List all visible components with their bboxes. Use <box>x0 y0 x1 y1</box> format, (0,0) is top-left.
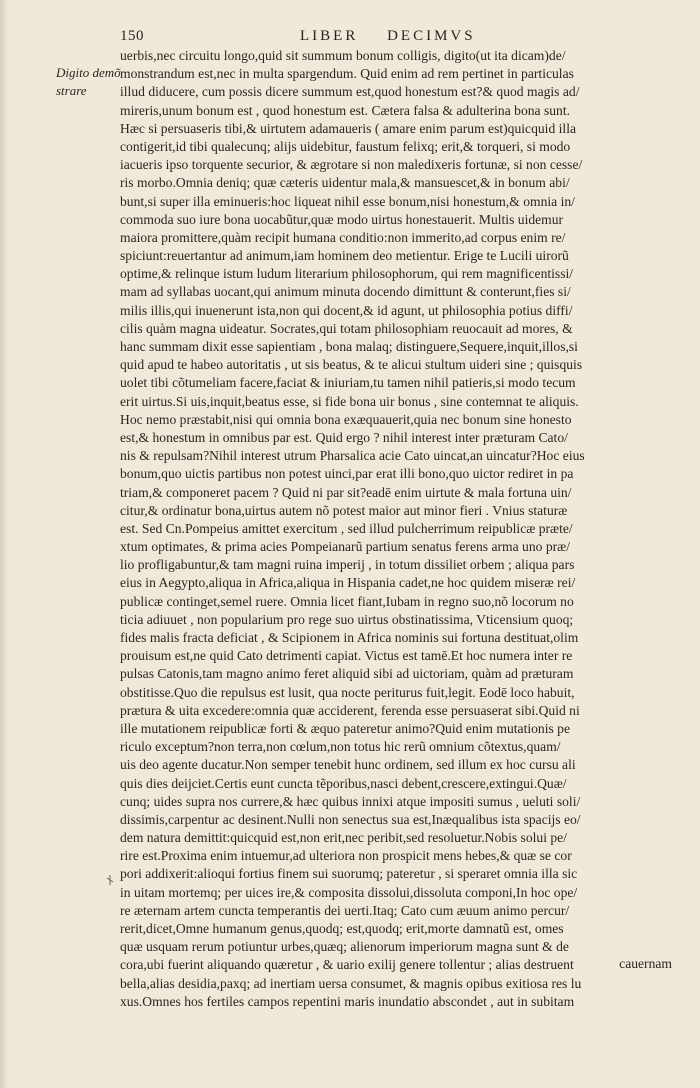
marginal-note-line: strare <box>56 83 87 98</box>
text-line: hanc summam dixit esse sapientiam , bona malaq; distinguere,Sequere,inquit,illos,si <box>120 339 578 354</box>
text-line: monstrandum est,nec in multa spargendum. Quid enim ad rem pertinet in particulas <box>120 66 574 82</box>
text-line: est,& honestum in omnibus par est. Quid ergo ? nihil interest inter præturam Cato/ <box>120 429 568 445</box>
text-line: quis dies deijciet.Certis eunt cuncta tẽporibus,nasci debent,crescere,extingui.Quæ/ <box>120 775 567 791</box>
text-line: est. Sed Cn.Pompeius amittet exercitum , sed illud pulcherrimum reipublicæ præte/ <box>120 520 573 536</box>
text-line: ille mutationem reipublicæ forti & æquo pateretur animo?Quid enim mutationis pe <box>120 720 571 736</box>
text-line: obstitisse.Quo die repulsus est lusit, qua nocte periturus fuit,legit. Eodē loco habuit, <box>120 684 575 700</box>
text-line: quæ usquam rerum potiuntur urbes,quæq; alienorum imperiorum magna sunt & de <box>120 939 569 955</box>
text-line: prouisum est,ne quid Cato detrimenti capiat. Victus est tamē.Et hoc numera inter re <box>120 648 573 664</box>
text-line: uolet tibi cõtumeliam facere,faciat & iniuriam,tu tamen nihil patieris,si modo tecum <box>120 375 576 391</box>
catchword: cauernam <box>619 956 672 971</box>
text-line: bunt,si super illa eminueris:hoc liqueat nihil esse bonum,nisi honestum,& omnia in/ <box>120 193 575 209</box>
text-line: riculo exceptum?non terra,non cœlum,non totus hic rerũ omnium cõtextus,quam/ <box>120 739 561 755</box>
text-line: eius in Aegypto,aliqua in Africa,aliqua in Hispania cadet,ne hoc quidem miseræ rei/ <box>120 575 576 591</box>
running-title-word: LIBER <box>300 28 359 44</box>
text-line: milis illis,qui inuenerunt ista,non qui docent,& id agunt, ut philosophia potius diffi/ <box>120 302 573 318</box>
text-line: re æternam artem cuncta temperantis dei uerti.Itaq; Cato cum æuum animo percur/ <box>120 902 570 918</box>
page-number: 150 <box>120 28 144 44</box>
text-line: ris morbo.Omnia deniq; quæ cæteris uidentur mala,& mansuescet,& in bonum abi/ <box>120 175 570 191</box>
text-line: quid apud te habeo autoritatis , ut sis beatus, & te alicui stultum uideri sine ; quisquis <box>120 357 583 373</box>
text-line: uis deo agente ducatur.Non semper tenebit hunc ordinem, sed illum ex hoc cursu ali <box>120 757 576 773</box>
text-line: pulsas Catonis,tam magno animo feret aliquid sibi ad uictoriam, quàm ad præturam <box>120 666 574 682</box>
text-line: contigerit,id tibi qualecunq; alijs uidebitur, faustum felixq; erit,& torqueri, si modo <box>120 138 571 154</box>
text-line: dem natura demittit:quicquid est,non erit,nec peribit,sed resoluetur.Nobis solui pe/ <box>120 830 567 846</box>
text-line: cora,ubi fuerint aliquando quæretur , & uario exilij genere tollentur ; alias destruent <box>120 957 574 973</box>
text-line: cilis quàm magna uideatur. Socrates,qui totam philosophiam reuocauit ad mores, & <box>120 320 573 336</box>
text-line: Hoc nemo præstabit,nisi qui omnia bona exæquauerit,quia nec bonum sine honesto <box>120 411 572 427</box>
text-line: uerbis,nec circuitu longo,quid sit summum bonum colligis, digito(ut ita dicam)de/ <box>120 48 566 63</box>
running-title-word: DECIMVS <box>387 28 476 44</box>
main-text-block <box>120 47 672 1011</box>
text-line: fides malis fracta deficiat , & Scipionem in Africa nominis sui fortuna destituat,olim <box>120 630 579 645</box>
text-line: ticia adiuuet , non popularium pro rege suo uirtus obstinatissima, Vticensium quoq; <box>120 611 574 627</box>
ink-mark-icon <box>104 874 116 886</box>
text-line: Hæc si persuaseris tibi,& uirtutem adamaueris ( amare enim parum est)quicquid illa <box>120 120 577 136</box>
text-line: citur,& ordinatur bona,uirtus autem nõ potest maior aut minor fieri . Vnius staturæ <box>120 502 568 518</box>
marginal-note <box>56 64 126 100</box>
text-line: spiciunt:reuertantur ad animum,iam hominem deo metientur. Erige te Lucili uirorũ <box>120 248 569 264</box>
text-line: triam,& componeret pacem ? Quid ni par sit?eadē enim uirtute & mala fortuna uin/ <box>120 484 572 500</box>
running-title <box>300 28 498 45</box>
text-line: maiora promittere,quàm recipit humana conditio:non immerito,ad corpus enim re/ <box>120 229 566 245</box>
text-line: prætura & uita excedere:omnia quæ acciderent, ferenda esse persuaserat sibi.Quid ni <box>120 702 580 718</box>
text-line: publicæ continget,semel ruere. Omnia licet fiant,Iubam in regno suo,nõ locorum no <box>120 593 574 609</box>
text-line: nis & repulsam?Nihil interest utrum Pharsalica acie Cato uincat,an uincatur?Hoc eius <box>120 448 585 464</box>
text-line: bella,alias desidia,paxq; ad inertiam uersa consumet, & magnis opibus exitiosa res lu <box>120 975 582 991</box>
text-line: bonum,quo uictis partibus non potest uinci,par erat illi bono,quo uictor rediret in pa <box>120 466 574 482</box>
text-line: mireris,unum bonum est , quod honestum est. Cætera falsa & adulterina bona sunt. <box>120 102 571 118</box>
text-line: dissimis,carpentur ac desinent.Nulli non senectus sua est,Inæqualibus ista spacijs eo/ <box>120 811 581 827</box>
text-line: cunq; uides supra nos currere,& hæc quibus innixi atque impositi sumus , ueluti soli/ <box>120 793 581 809</box>
page-fold-shadow <box>0 0 8 1088</box>
text-line: erit uirtus.Si uis,inquit,beatus esse, si fide bona uir bonus , sine contemnat te aliquis. <box>120 393 579 409</box>
text-line: rerit,dicet,Omne humanum genus,quodq; est,quodq; erit,morte damnatũ est, omes <box>120 921 564 936</box>
marginal-note-line: Digito demõ <box>56 65 121 80</box>
text-line: lio profligabuntur,& tam magni ruina imperij , in totum dissiliet orbem ; aliqua pars <box>120 557 575 573</box>
text-line: in uitam mortemq; per uices ire,& composita dissolui,dissoluta componi,In hoc ope/ <box>120 884 578 900</box>
text-line: pori addixerit:alioqui fortius finem sui suorumq; pateretur , si speraret omnia illa sic <box>120 866 578 882</box>
text-line: xtum optimates, & prima acies Pompeianarũ partium senatus ferens arma uno præ/ <box>120 539 570 555</box>
text-line: commoda suo iure bona uocabũtur,quæ modo uirtus honestauerit. Multis uidemur <box>120 211 564 227</box>
text-line: illud diducere, cum possis dicere summum est,quod honestum est?& quod magis ad/ <box>120 84 580 100</box>
text-line: iacueris ipso torquente securior, & ægrotare si non maledixeris fortunæ, si non cesse/ <box>120 157 583 173</box>
text-line: optime,& relinque istum ludum literarium philosophorum, qui rem magnificentissi/ <box>120 266 574 282</box>
text-line: xus.Omnes hos fertiles campos repentini maris inundatio abscondet , aut in subitam <box>120 993 575 1009</box>
text-line: rire est.Proxima enim intuemur,ad ulteriora non prospicit mens hebes,& quæ se cor <box>120 848 572 864</box>
text-line: mam ad syllabas uocant,qui animum minuta docendo dimittunt & conterunt,fies si/ <box>120 284 571 300</box>
